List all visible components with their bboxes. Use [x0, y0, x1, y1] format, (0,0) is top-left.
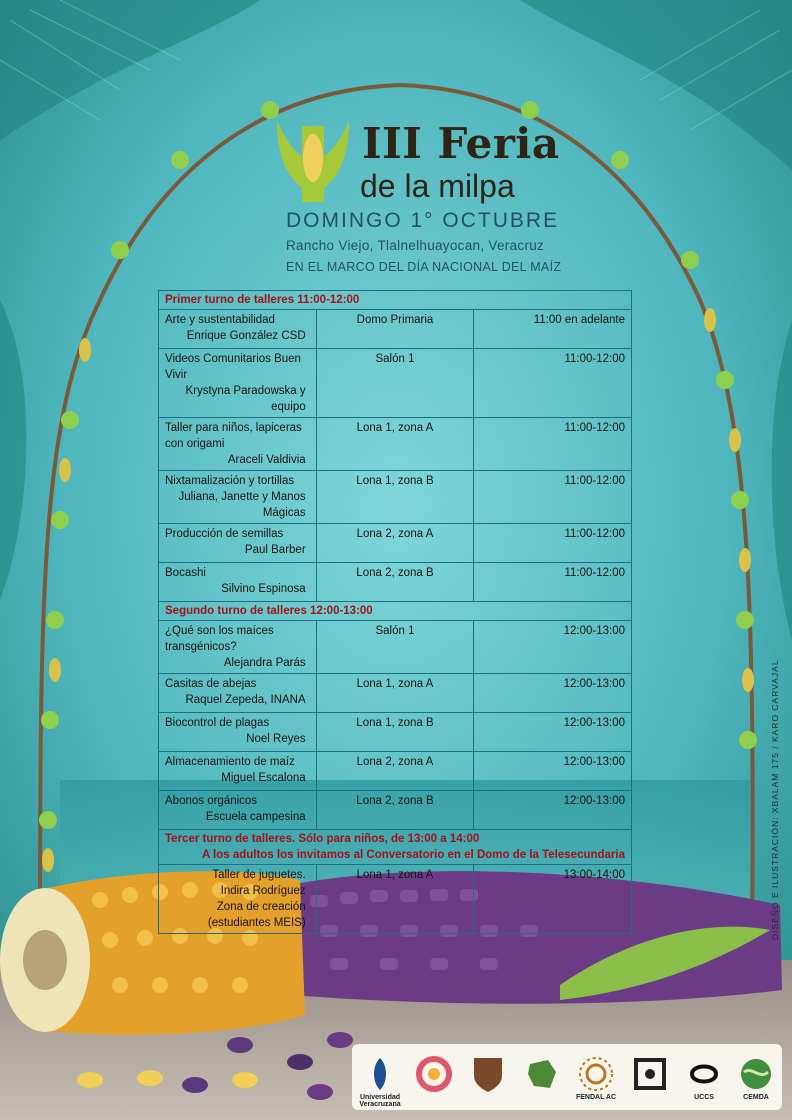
workshop-location: Lona 1, zona A: [356, 422, 434, 434]
sponsor-label: Universidad Veracruzana: [359, 1094, 401, 1108]
workshop-facilitator: Escuela campesina: [205, 811, 306, 823]
workshop-time: 11:00-12:00: [564, 353, 625, 365]
table-row: [159, 713, 632, 752]
event-subtitle: de la milpa: [360, 168, 515, 204]
section-heading-turno-3: [159, 830, 632, 865]
workshop-time: 11:00-12:00: [564, 528, 625, 540]
workshop-location: Lona 1, zona B: [356, 717, 434, 729]
corn-logo-icon: [272, 116, 354, 202]
workshop-title: Casitas de abejas: [165, 678, 257, 690]
table-row: [159, 349, 632, 418]
sponsor-logos-bar: [352, 1044, 782, 1110]
table-row: [159, 674, 632, 713]
workshop-title: Abonos orgánicos: [165, 795, 258, 807]
sponsor-label: CEMDA: [743, 1094, 769, 1101]
workshop-time: 11:00-12:00: [564, 567, 625, 579]
workshop-location: Lona 2, zona A: [356, 528, 434, 540]
workshop-facilitator: Alejandra Parás: [223, 657, 306, 669]
workshop-time: 12:00-13:00: [563, 795, 625, 807]
workshop-time: 12:00-13:00: [563, 678, 625, 690]
workshop-facilitator: Raquel Zepeda, INANA: [185, 694, 306, 706]
workshop-title: Videos Comunitarios Buen Vivir: [165, 353, 301, 381]
workshop-title: Producción de semillas: [165, 528, 284, 540]
map-logo-icon: [522, 1054, 562, 1094]
workshop-title: Bocashi: [165, 567, 206, 579]
workshop-facilitator: Miguel Escalona: [221, 772, 306, 784]
colorful-circle-logo-icon: [414, 1054, 454, 1094]
sponsor-label: UCCS: [694, 1094, 714, 1101]
municipal-shield-icon: [468, 1054, 508, 1094]
table-row: [159, 791, 632, 830]
workshop-facilitator: Juliana, Janette y Manos Mágicas: [178, 491, 306, 519]
workshop-time: 12:00-13:00: [563, 717, 625, 729]
workshop-location: Lona 1, zona A: [356, 678, 434, 690]
workshop-time: 12:00-13:00: [563, 625, 625, 637]
workshop-title: Almacenamiento de maíz: [165, 756, 295, 768]
section-heading: Segundo turno de talleres 12:00-13:00: [159, 602, 632, 621]
workshop-time: 11:00 en adelante: [533, 314, 625, 326]
fendal-sun-icon: [576, 1054, 616, 1094]
workshop-time: 13:00-14:00: [563, 869, 625, 881]
workshop-extra: Zona de creación (estudiantes MEIS): [207, 901, 306, 929]
workshop-location: Salón 1: [375, 625, 415, 637]
event-context: EN EL MARCO DEL DÍA NACIONAL DEL MAÍZ: [286, 260, 562, 274]
workshop-schedule-table: [158, 290, 632, 934]
workshop-title: Biocontrol de plagas: [165, 717, 270, 729]
workshop-facilitator: Silvino Espinosa: [221, 583, 306, 595]
workshop-time: 11:00-12:00: [564, 422, 625, 434]
workshop-time: 11:00-12:00: [564, 475, 625, 487]
workshop-title: Nixtamalización y tortillas: [165, 475, 295, 487]
design-credit: DISEÑO E ILUSTRACIÓN: XBALAM 175 / KARO CARVAJAL: [770, 659, 780, 940]
workshop-location: Lona 2, zona A: [356, 756, 434, 768]
table-row: [159, 621, 632, 674]
table-row: [159, 471, 632, 524]
workshop-facilitator: Paul Barber: [244, 544, 306, 556]
table-row: [159, 310, 632, 349]
mesoamerican-glyph-icon: [630, 1054, 670, 1094]
workshop-facilitator: Krystyna Paradowska y equipo: [185, 385, 306, 413]
workshop-location: Salón 1: [375, 353, 415, 365]
workshop-location: Lona 2, zona B: [356, 567, 434, 579]
uccs-logo-icon: [684, 1054, 724, 1094]
workshop-facilitator: Araceli Valdivia: [227, 454, 306, 466]
table-row: [159, 865, 632, 934]
workshop-location: Lona 1, zona A: [356, 869, 434, 881]
workshop-title: Taller de juguetes.: [212, 869, 306, 881]
section-heading-turno-2: [159, 602, 632, 621]
table-row: [159, 752, 632, 791]
workshop-facilitator: Noel Reyes: [246, 733, 306, 745]
event-location: Rancho Viejo, Tlalnelhuayocan, Veracruz: [286, 238, 545, 253]
workshop-title: ¿Qué son los maíces transgénicos?: [165, 625, 274, 653]
event-date: DOMINGO 1° OCTUBRE: [286, 209, 560, 232]
workshop-location: Domo Primaria: [356, 314, 434, 326]
event-title: III Feria: [362, 119, 560, 168]
uv-logo-icon: [360, 1054, 400, 1094]
workshop-location: Lona 1, zona B: [356, 475, 434, 487]
workshop-title: Arte y sustentabilidad: [165, 314, 275, 326]
table-row: [159, 563, 632, 602]
section-heading-turno-1: [159, 291, 632, 310]
section-note: A los adultos los invitamos al Conversatorio en el Domo de la Telesecundaria: [201, 849, 625, 861]
workshop-time: 12:00-13:00: [563, 756, 625, 768]
table-row: [159, 524, 632, 563]
section-heading: Tercer turno de talleres. Sólo para niños, de 13:00 a 14:00: [165, 833, 480, 845]
sponsor-label: FENDAL AC: [575, 1094, 617, 1101]
workshop-location: Lona 2, zona B: [356, 795, 434, 807]
workshop-facilitator: Enrique González CSD: [186, 330, 306, 342]
cemda-globe-icon: [736, 1054, 776, 1094]
workshop-title: Taller para niños, lapiceras con origami: [165, 422, 302, 450]
section-heading: Primer turno de talleres 11:00-12:00: [159, 291, 632, 310]
table-row: [159, 418, 632, 471]
workshop-facilitator: Indira Rodríguez: [220, 885, 306, 897]
